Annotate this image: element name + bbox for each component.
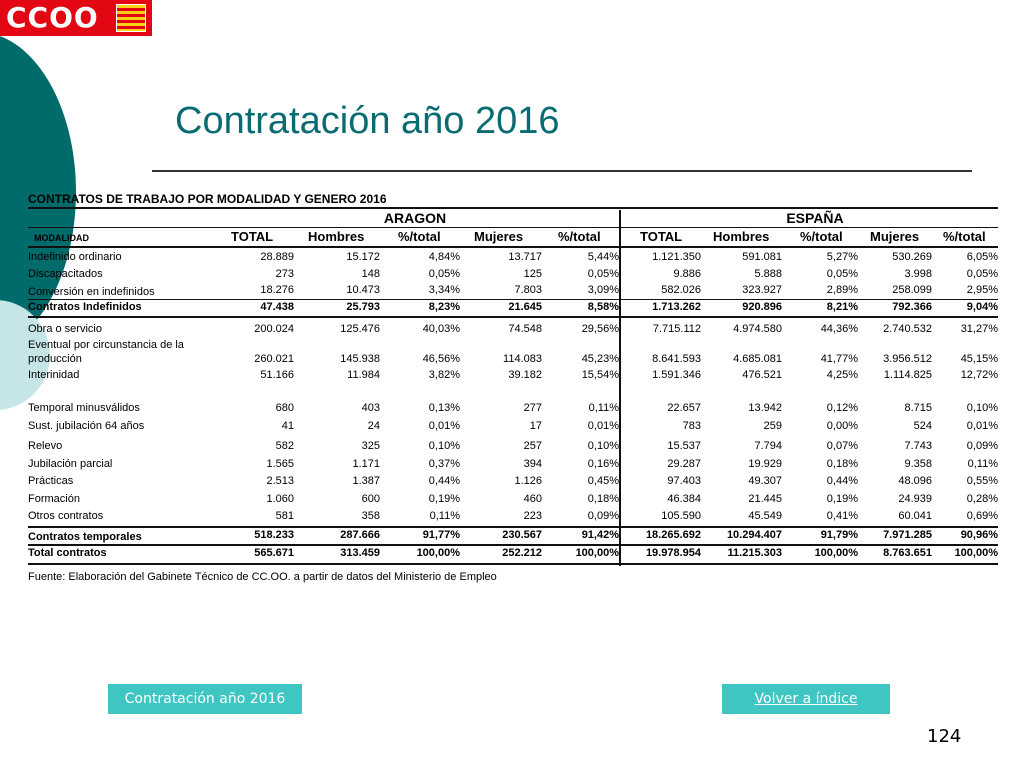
cell-aragon-pct-mujeres: 29,56% <box>581 323 619 335</box>
cell-espana-total: 7.715.112 <box>652 323 701 335</box>
region-espana: ESPAÑA <box>786 210 844 226</box>
row-label-line1: Eventual por circunstancia de la <box>28 339 184 351</box>
table-row <box>0 251 1000 265</box>
cell-aragon-hombres: 11.984 <box>347 369 380 381</box>
cell-aragon-total: 273 <box>275 268 294 280</box>
cell-espana-pct-hombres: 100,00% <box>814 547 858 559</box>
cell-aragon-pct-hombres: 0,19% <box>428 493 460 505</box>
region-underline-aragon <box>28 227 619 228</box>
cell-espana-pct-hombres: 0,18% <box>826 458 858 470</box>
row-label: Prácticas <box>28 475 74 487</box>
cell-espana-total: 1.591.346 <box>652 369 701 381</box>
title-divider <box>152 170 972 172</box>
cell-aragon-hombres: 403 <box>361 402 380 414</box>
row-label: Conversión en indefinidos <box>28 286 155 298</box>
cell-aragon-pct-hombres: 3,34% <box>428 284 460 296</box>
aragon-flag-icon <box>116 4 146 32</box>
col-header-espana-pct-mujeres: %/total <box>943 229 986 244</box>
cell-espana-pct-hombres: 44,36% <box>820 323 858 335</box>
cell-aragon-pct-mujeres: 3,09% <box>587 284 619 296</box>
cell-aragon-hombres: 325 <box>361 440 380 452</box>
cell-aragon-hombres: 125.476 <box>340 323 380 335</box>
total-top-rule <box>28 544 998 546</box>
cell-espana-mujeres: 1.114.825 <box>883 369 932 381</box>
row-label: Interinidad <box>28 369 80 381</box>
cell-espana-pct-mujeres: 0,09% <box>966 440 998 452</box>
row-label: Relevo <box>28 440 63 452</box>
page-title: Contratación año 2016 <box>175 100 560 142</box>
cell-aragon-hombres: 25.793 <box>346 301 380 313</box>
subtotal-top-rule <box>28 299 998 300</box>
row-label: Contratos Indefinidos <box>28 301 142 313</box>
back-to-index-link[interactable]: Volver a índice <box>722 684 890 714</box>
table-row <box>0 493 1000 507</box>
cell-espana-pct-hombres: 0,19% <box>826 493 858 505</box>
cell-espana-total: 1.713.262 <box>652 301 701 313</box>
cell-aragon-pct-mujeres: 0,18% <box>587 493 619 505</box>
table-row <box>0 420 1000 434</box>
cell-aragon-total: 41 <box>281 420 294 432</box>
cell-espana-pct-mujeres: 12,72% <box>960 369 998 381</box>
table-row <box>0 268 1000 282</box>
cell-aragon-pct-mujeres: 0,01% <box>587 420 619 432</box>
cell-aragon-mujeres: 74.548 <box>508 323 542 335</box>
cell-aragon-hombres: 287.666 <box>340 529 380 541</box>
cell-espana-pct-hombres: 0,07% <box>826 440 858 452</box>
cell-espana-hombres: 259 <box>763 420 782 432</box>
cell-espana-pct-mujeres: 0,55% <box>966 475 998 487</box>
col-header-espana-mujeres: Mujeres <box>870 229 920 244</box>
cell-aragon-pct-hombres: 46,56% <box>422 353 460 365</box>
cell-aragon-hombres: 313.459 <box>340 547 380 559</box>
cell-espana-total: 15.537 <box>667 440 701 452</box>
cell-aragon-pct-mujeres: 8,58% <box>587 301 619 313</box>
cell-aragon-total: 47.438 <box>260 301 294 313</box>
row-label: Formación <box>28 493 80 505</box>
cell-espana-pct-mujeres: 9,04% <box>966 301 998 313</box>
cell-aragon-total: 2.513 <box>266 475 294 487</box>
cell-aragon-pct-mujeres: 5,44% <box>587 251 619 263</box>
table-row-subtotal <box>0 529 1000 543</box>
cell-espana-mujeres: 3.956.512 <box>883 353 932 365</box>
col-header-aragon-mujeres: Mujeres <box>474 229 524 244</box>
cell-aragon-pct-hombres: 91,77% <box>422 529 460 541</box>
col-header-aragon-total: TOTAL <box>231 229 274 244</box>
table-row <box>0 440 1000 454</box>
cell-aragon-pct-hombres: 3,82% <box>428 369 460 381</box>
cell-espana-hombres: 4.685.081 <box>733 353 782 365</box>
cell-aragon-pct-mujeres: 0,09% <box>587 510 619 522</box>
cell-aragon-pct-hombres: 0,01% <box>428 420 460 432</box>
cell-espana-hombres: 21.445 <box>748 493 782 505</box>
region-underline-espana <box>621 227 998 228</box>
cell-espana-mujeres: 530.269 <box>892 251 932 263</box>
cell-espana-mujeres: 258.099 <box>892 284 932 296</box>
current-section-button[interactable]: Contratación año 2016 <box>108 684 302 714</box>
col-header-aragon-pct-mujeres: %/total <box>558 229 601 244</box>
cell-aragon-pct-hombres: 0,10% <box>428 440 460 452</box>
cell-aragon-hombres: 358 <box>361 510 380 522</box>
cell-espana-pct-hombres: 5,27% <box>826 251 858 263</box>
col-header-aragon-hombres: Hombres <box>308 229 365 244</box>
cell-aragon-mujeres: 252.212 <box>502 547 542 559</box>
cell-espana-pct-hombres: 8,21% <box>826 301 858 313</box>
cell-espana-total: 783 <box>682 420 701 432</box>
cell-espana-hombres: 19.929 <box>748 458 782 470</box>
table-row-total <box>0 547 1000 561</box>
cell-aragon-pct-mujeres: 0,16% <box>587 458 619 470</box>
cell-aragon-pct-hombres: 0,05% <box>428 268 460 280</box>
cell-aragon-pct-mujeres: 100,00% <box>575 547 619 559</box>
table-row <box>0 510 1000 524</box>
source-note: Fuente: Elaboración del Gabinete Técnico de CC.OO. a partir de datos del Ministerio de Empleo <box>28 571 497 583</box>
table-row <box>0 323 1000 337</box>
cell-aragon-hombres: 15.172 <box>346 251 380 263</box>
cell-aragon-pct-hombres: 0,11% <box>429 510 460 522</box>
cell-espana-mujeres: 2.740.532 <box>883 323 932 335</box>
cell-espana-pct-mujeres: 0,01% <box>966 420 998 432</box>
cell-espana-mujeres: 60.041 <box>898 510 932 522</box>
cell-aragon-pct-mujeres: 91,42% <box>581 529 619 541</box>
cell-aragon-mujeres: 13.717 <box>508 251 542 263</box>
cell-espana-hombres: 920.896 <box>742 301 782 313</box>
cell-aragon-mujeres: 223 <box>523 510 542 522</box>
cell-aragon-total: 582 <box>275 440 294 452</box>
cell-espana-total: 19.978.954 <box>645 547 701 559</box>
cell-espana-hombres: 5.888 <box>754 268 782 280</box>
cell-aragon-mujeres: 230.567 <box>502 529 542 541</box>
cell-espana-hombres: 476.521 <box>742 369 782 381</box>
cell-aragon-pct-mujeres: 0,11% <box>588 402 619 414</box>
modalidad-header: MODALIDAD <box>34 233 89 243</box>
table-row <box>0 475 1000 489</box>
col-header-espana-total: TOTAL <box>640 229 683 244</box>
cell-espana-total: 18.265.692 <box>645 529 701 541</box>
cell-aragon-pct-hombres: 0,44% <box>428 475 460 487</box>
cell-espana-mujeres: 3.998 <box>904 268 932 280</box>
cell-espana-total: 1.121.350 <box>652 251 701 263</box>
cell-aragon-pct-hombres: 40,03% <box>422 323 460 335</box>
logo-text: CCOO <box>6 1 99 34</box>
cell-espana-hombres: 10.294.407 <box>726 529 782 541</box>
cell-aragon-hombres: 24 <box>367 420 380 432</box>
row-label: Temporal minusválidos <box>28 402 140 414</box>
cell-aragon-mujeres: 21.645 <box>508 301 542 313</box>
cell-aragon-total: 260.021 <box>254 353 294 365</box>
cell-espana-pct-mujeres: 90,96% <box>960 529 998 541</box>
cell-espana-hombres: 45.549 <box>748 510 782 522</box>
cell-espana-mujeres: 7.971.285 <box>883 529 932 541</box>
cell-espana-total: 582.026 <box>661 284 701 296</box>
cell-espana-hombres: 7.794 <box>754 440 782 452</box>
cell-aragon-hombres: 148 <box>361 268 380 280</box>
row-label: Contratos temporales <box>28 531 142 543</box>
cell-espana-total: 8.641.593 <box>652 353 701 365</box>
cell-aragon-mujeres: 125 <box>523 268 542 280</box>
temporales-top-rule <box>28 526 998 528</box>
table-top-rule <box>28 207 998 209</box>
cell-espana-pct-hombres: 0,05% <box>826 268 858 280</box>
cell-espana-pct-hombres: 41,77% <box>820 353 858 365</box>
cell-aragon-total: 18.276 <box>260 284 294 296</box>
cell-espana-mujeres: 8.715 <box>904 402 932 414</box>
ccoo-logo <box>0 0 152 36</box>
col-header-espana-hombres: Hombres <box>713 229 770 244</box>
cell-aragon-mujeres: 114.083 <box>503 353 542 365</box>
region-aragon: ARAGON <box>383 210 447 226</box>
table-row <box>0 353 1000 367</box>
table-row-subtotal <box>0 301 1000 315</box>
cell-aragon-pct-mujeres: 0,05% <box>587 268 619 280</box>
cell-aragon-pct-mujeres: 0,45% <box>587 475 619 487</box>
cell-espana-pct-hombres: 91,79% <box>820 529 858 541</box>
cell-espana-mujeres: 48.096 <box>898 475 932 487</box>
cell-aragon-total: 680 <box>275 402 294 414</box>
cell-aragon-total: 28.889 <box>260 251 294 263</box>
table-bottom-rule <box>28 563 998 565</box>
cell-espana-total: 105.590 <box>661 510 701 522</box>
cell-espana-pct-hombres: 0,00% <box>826 420 858 432</box>
cell-aragon-total: 518.233 <box>254 529 294 541</box>
cell-espana-pct-hombres: 0,41% <box>826 510 858 522</box>
page-number: 124 <box>927 726 962 747</box>
table-row <box>0 402 1000 416</box>
row-label: Indefinido ordinario <box>28 251 122 263</box>
col-header-aragon-pct-hombres: %/total <box>398 229 441 244</box>
table-caption: CONTRATOS DE TRABAJO POR MODALIDAD Y GENERO 2016 <box>28 192 387 206</box>
table-row <box>0 284 1000 298</box>
cell-espana-hombres: 591.081 <box>742 251 782 263</box>
cell-aragon-pct-hombres: 0,37% <box>428 458 460 470</box>
cell-espana-hombres: 323.927 <box>742 284 782 296</box>
table-row <box>0 458 1000 472</box>
cell-espana-mujeres: 8.763.651 <box>883 547 932 559</box>
cell-aragon-total: 581 <box>275 510 294 522</box>
cell-espana-pct-hombres: 0,12% <box>826 402 858 414</box>
cell-aragon-pct-hombres: 0,13% <box>428 402 460 414</box>
cell-aragon-hombres: 1.171 <box>352 458 380 470</box>
cell-espana-hombres: 4.974.580 <box>733 323 782 335</box>
cell-espana-pct-hombres: 0,44% <box>826 475 858 487</box>
cell-espana-total: 46.384 <box>667 493 701 505</box>
cell-espana-total: 97.403 <box>667 475 701 487</box>
cell-aragon-mujeres: 460 <box>523 493 542 505</box>
cell-espana-total: 29.287 <box>667 458 701 470</box>
cell-espana-pct-mujeres: 45,15% <box>960 353 998 365</box>
cell-aragon-pct-mujeres: 0,10% <box>587 440 619 452</box>
table-row <box>0 369 1000 383</box>
cell-aragon-pct-mujeres: 15,54% <box>581 369 619 381</box>
row-label: producción <box>28 353 82 365</box>
cell-aragon-hombres: 600 <box>361 493 380 505</box>
cell-aragon-total: 1.060 <box>266 493 294 505</box>
cell-aragon-hombres: 1.387 <box>352 475 380 487</box>
row-label: Sust. jubilación 64 años <box>28 420 145 432</box>
row-label: Otros contratos <box>28 510 104 522</box>
row-label: Jubilación parcial <box>28 458 113 470</box>
cell-espana-pct-mujeres: 2,95% <box>966 284 998 296</box>
cell-aragon-pct-mujeres: 45,23% <box>581 353 619 365</box>
cell-espana-pct-hombres: 4,25% <box>826 369 858 381</box>
row-label: Total contratos <box>28 547 107 559</box>
cell-aragon-total: 200.024 <box>254 323 294 335</box>
cell-espana-pct-mujeres: 0,11% <box>967 458 998 470</box>
cell-espana-mujeres: 24.939 <box>898 493 932 505</box>
cell-aragon-mujeres: 394 <box>523 458 542 470</box>
cell-espana-total: 9.886 <box>673 268 701 280</box>
cell-aragon-total: 51.166 <box>260 369 294 381</box>
cell-aragon-hombres: 145.938 <box>340 353 380 365</box>
cell-aragon-pct-hombres: 4,84% <box>428 251 460 263</box>
cell-aragon-total: 1.565 <box>266 458 294 470</box>
cell-aragon-mujeres: 277 <box>523 402 542 414</box>
cell-espana-mujeres: 7.743 <box>904 440 932 452</box>
cell-aragon-mujeres: 1.126 <box>514 475 542 487</box>
row-label: Discapacitados <box>28 268 103 280</box>
cell-espana-pct-mujeres: 0,28% <box>966 493 998 505</box>
cell-aragon-mujeres: 39.182 <box>508 369 542 381</box>
header-bottom-rule <box>28 246 998 248</box>
cell-aragon-mujeres: 257 <box>523 440 542 452</box>
cell-espana-mujeres: 524 <box>913 420 932 432</box>
cell-aragon-hombres: 10.473 <box>346 284 380 296</box>
col-header-espana-pct-hombres: %/total <box>800 229 843 244</box>
cell-aragon-total: 565.671 <box>254 547 294 559</box>
cell-espana-pct-mujeres: 0,10% <box>966 402 998 414</box>
cell-espana-pct-hombres: 2,89% <box>826 284 858 296</box>
cell-aragon-mujeres: 7.803 <box>514 284 542 296</box>
cell-espana-hombres: 13.942 <box>748 402 782 414</box>
cell-aragon-mujeres: 17 <box>529 420 542 432</box>
cell-espana-hombres: 11.215.303 <box>727 547 782 559</box>
row-label: Obra o servicio <box>28 323 102 335</box>
cell-espana-pct-mujeres: 31,27% <box>960 323 998 335</box>
cell-espana-pct-mujeres: 6,05% <box>966 251 998 263</box>
cell-aragon-pct-hombres: 100,00% <box>416 547 460 559</box>
cell-espana-pct-mujeres: 100,00% <box>954 547 998 559</box>
subtotal-bottom-rule <box>28 316 998 318</box>
cell-espana-total: 22.657 <box>667 402 701 414</box>
cell-espana-pct-mujeres: 0,69% <box>966 510 998 522</box>
cell-espana-mujeres: 9.358 <box>904 458 932 470</box>
cell-espana-hombres: 49.307 <box>748 475 782 487</box>
cell-aragon-pct-hombres: 8,23% <box>428 301 460 313</box>
cell-espana-pct-mujeres: 0,05% <box>966 268 998 280</box>
cell-espana-mujeres: 792.366 <box>892 301 932 313</box>
